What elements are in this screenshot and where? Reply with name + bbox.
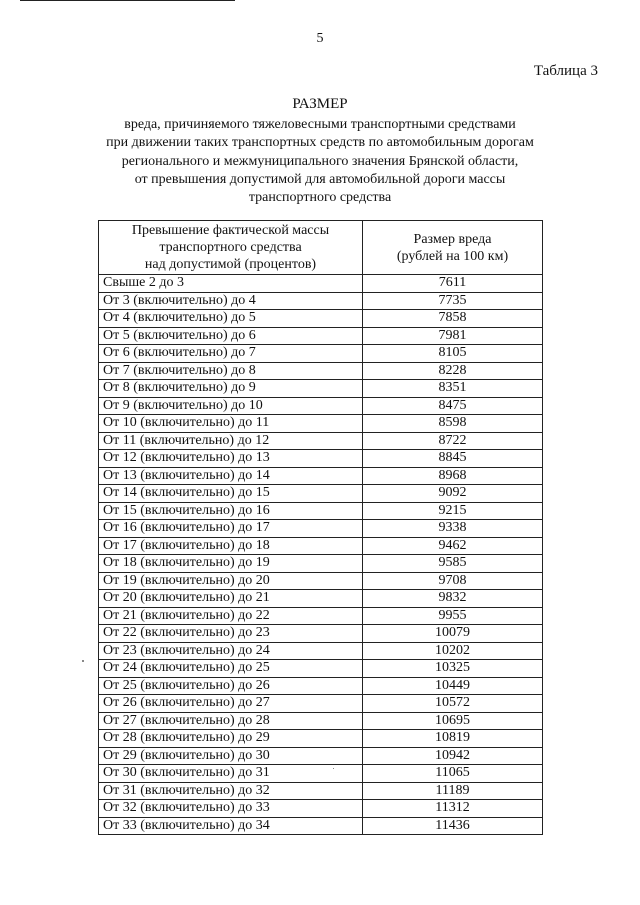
mass-excess-range: От 24 (включительно) до 25 [99, 660, 363, 678]
damage-amount: 8228 [363, 362, 543, 380]
damage-amount: 8351 [363, 380, 543, 398]
mass-excess-range: От 20 (включительно) до 21 [99, 590, 363, 608]
header-mass-excess [99, 221, 363, 275]
mass-excess-range: От 32 (включительно) до 33 [99, 800, 363, 818]
mass-excess-range: От 19 (включительно) до 20 [99, 572, 363, 590]
mass-excess-range: От 25 (включительно) до 26 [99, 677, 363, 695]
table-row [99, 520, 543, 538]
damage-amount: 9955 [363, 607, 543, 625]
table-row [99, 695, 543, 713]
mass-excess-range: От 21 (включительно) до 22 [99, 607, 363, 625]
table-row [99, 607, 543, 625]
mass-excess-range: От 15 (включительно) до 16 [99, 502, 363, 520]
table-row [99, 327, 543, 345]
header-line: над допустимой (процентов) [144, 257, 317, 272]
table-row [99, 397, 543, 415]
damage-table [98, 220, 543, 835]
table-row [99, 380, 543, 398]
mass-excess-range: От 28 (включительно) до 29 [99, 730, 363, 748]
header-line: Размер вреда [413, 231, 492, 247]
table-row [99, 345, 543, 363]
mass-excess-range: От 33 (включительно) до 34 [99, 817, 363, 835]
mass-excess-range: От 3 (включительно) до 4 [99, 292, 363, 310]
document-heading: РАЗМЕР [292, 96, 348, 112]
mass-excess-range: От 9 (включительно) до 10 [99, 397, 363, 415]
mass-excess-range: От 18 (включительно) до 19 [99, 555, 363, 573]
mass-excess-range: От 23 (включительно) до 24 [99, 642, 363, 660]
table-row [99, 677, 543, 695]
table-body [99, 275, 543, 835]
table-row [99, 572, 543, 590]
damage-amount: 7858 [363, 310, 543, 328]
damage-amount: 10572 [363, 695, 543, 713]
mass-excess-range: Свыше 2 до 3 [99, 275, 363, 293]
mass-excess-range: От 16 (включительно) до 17 [99, 520, 363, 538]
damage-amount: 10325 [363, 660, 543, 678]
mass-excess-range: От 7 (включительно) до 8 [99, 362, 363, 380]
mass-excess-range: От 30 (включительно) до 31 [99, 765, 363, 783]
table-row [99, 415, 543, 433]
table-row [99, 450, 543, 468]
mass-excess-range: От 14 (включительно) до 15 [99, 485, 363, 503]
mass-excess-range: От 6 (включительно) до 7 [99, 345, 363, 363]
table-row [99, 625, 543, 643]
subtitle-line: регионального и межмуниципального значения Брянской области, [121, 153, 519, 169]
table-row [99, 800, 543, 818]
table-row [99, 730, 543, 748]
damage-amount: 8722 [363, 432, 543, 450]
mass-excess-range: От 31 (включительно) до 32 [99, 782, 363, 800]
table-row [99, 765, 543, 783]
damage-amount: 8968 [363, 467, 543, 485]
damage-amount: 8845 [363, 450, 543, 468]
damage-amount: 9585 [363, 555, 543, 573]
header-line: транспортного средства [159, 240, 302, 255]
header-line: (рублей на 100 км) [396, 248, 509, 264]
table-row [99, 485, 543, 503]
damage-amount: 9462 [363, 537, 543, 555]
damage-amount: 7981 [363, 327, 543, 345]
mass-excess-range: От 10 (включительно) до 11 [99, 415, 363, 433]
damage-amount: 9338 [363, 520, 543, 538]
page-number: 5 [316, 31, 324, 46]
mass-excess-range: От 8 (включительно) до 9 [99, 380, 363, 398]
header-damage-amount [363, 221, 543, 275]
damage-amount: 8598 [363, 415, 543, 433]
damage-amount: 10942 [363, 747, 543, 765]
subtitle-line: от превышения допустимой для автомобильной дороги массы [134, 171, 506, 187]
header-line: Превышение фактической массы [131, 223, 330, 238]
damage-amount: 10819 [363, 730, 543, 748]
table-row [99, 467, 543, 485]
damage-amount: 8475 [363, 397, 543, 415]
table-row [99, 642, 543, 660]
table-row [99, 310, 543, 328]
table-header-row [99, 221, 543, 275]
top-rule [20, 0, 235, 1]
damage-amount: 10202 [363, 642, 543, 660]
mass-excess-range: От 22 (включительно) до 23 [99, 625, 363, 643]
table-row [99, 292, 543, 310]
table-row [99, 362, 543, 380]
subtitle-line: транспортного средства [248, 190, 392, 206]
table-row [99, 555, 543, 573]
damage-amount: 10449 [363, 677, 543, 695]
damage-amount: 8105 [363, 345, 543, 363]
table-row [99, 502, 543, 520]
damage-amount: 11436 [363, 817, 543, 835]
damage-amount: 10079 [363, 625, 543, 643]
damage-amount: 9832 [363, 590, 543, 608]
table-label: Таблица 3 [533, 63, 598, 79]
subtitle-line: вреда, причиняемого тяжеловесными транспортными средствами [124, 117, 516, 132]
damage-amount: 9708 [363, 572, 543, 590]
damage-amount: 9215 [363, 502, 543, 520]
mass-excess-range: От 13 (включительно) до 14 [99, 467, 363, 485]
damage-amount: 11189 [363, 782, 543, 800]
table-row [99, 817, 543, 835]
table-row [99, 782, 543, 800]
mass-excess-range: От 11 (включительно) до 12 [99, 432, 363, 450]
damage-amount: 7611 [363, 275, 543, 293]
damage-amount: 11312 [363, 800, 543, 818]
mass-excess-range: От 29 (включительно) до 30 [99, 747, 363, 765]
damage-amount: 9092 [363, 485, 543, 503]
table-row [99, 432, 543, 450]
table-row [99, 712, 543, 730]
mass-excess-range: От 27 (включительно) до 28 [99, 712, 363, 730]
table-row [99, 537, 543, 555]
mass-excess-range: От 4 (включительно) до 5 [99, 310, 363, 328]
scan-speck [333, 768, 334, 769]
subtitle-line: при движении таких транспортных средств по автомобильным дорогам [106, 135, 534, 151]
document-subtitle [100, 116, 540, 207]
table-row [99, 590, 543, 608]
mass-excess-range: От 12 (включительно) до 13 [99, 450, 363, 468]
mass-excess-range: От 5 (включительно) до 6 [99, 327, 363, 345]
damage-amount: 10695 [363, 712, 543, 730]
mass-excess-range: От 17 (включительно) до 18 [99, 537, 363, 555]
scan-speck [82, 660, 84, 662]
damage-amount: 7735 [363, 292, 543, 310]
table-row [99, 660, 543, 678]
table-row [99, 747, 543, 765]
table-row [99, 275, 543, 293]
damage-amount: 11065 [363, 765, 543, 783]
mass-excess-range: От 26 (включительно) до 27 [99, 695, 363, 713]
